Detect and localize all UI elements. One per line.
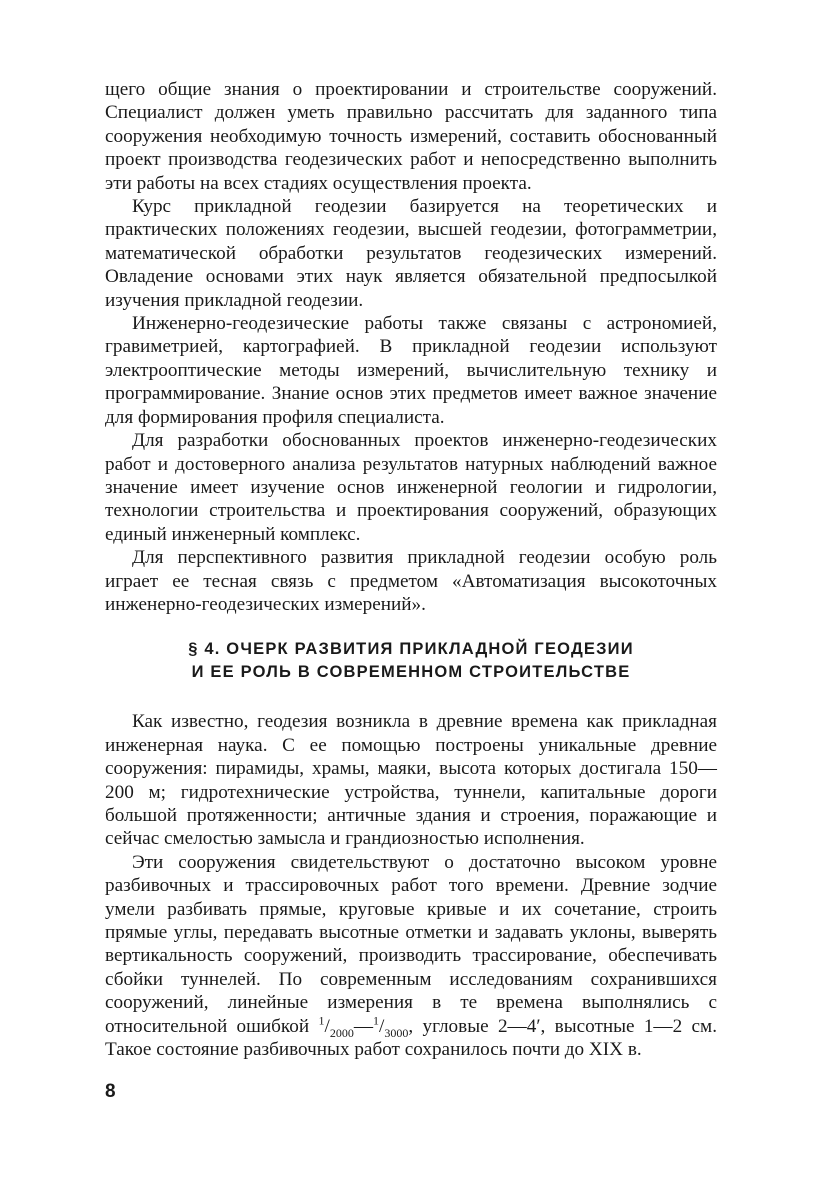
paragraph-history: Как известно, геодезия возникла в древние времена как прикладная инженерная наука. С ее помощью построены уникальные древние сооружения: пирамиды, храмы, маяки, высота которых достигала 150—200 м; гидротехнические устройства, туннели, капитальные дороги большой протяженности; античные здания и строения, поражающие и сейчас смелостью замысла и грандиозностью исполнения. bbox=[105, 711, 717, 850]
fraction-1-denominator: 2000 bbox=[329, 1025, 354, 1040]
paragraph-ancient-works: Эти сооружения свидетельствуют о достаточно высоком уровне разбивочных и трассировочных работ того времени. Древние зодчие умели разбивать прямые, круговые кривые и их сочетание, строить прямые углы, передавать высотные отметки и задавать уклоны, выверять вертикальность сооружений, производить трассирование, обеспечивать сбойки туннелей. По современным исследованиям сохранившихся сооружений, линейные измерения в те времена выполнялись с относительной ошибкой $^1/_{2000}—^1/_{3000}$, угловые 2—4′, высотные 1—2 см. Такое состояние разбивочных работ сохранилось почти до XIX в. bbox=[105, 851, 717, 1061]
paragraph-continued: щего общие знания о проектировании и строительстве сооружений. Специалист должен уметь правильно рассчитать для заданного типа сооружения необходимую точность измерений, составить обоснованный проект производства геодезических работ и непосредственно выполнить эти работы на всех стадиях осуществления проекта. bbox=[105, 79, 717, 194]
paragraph-ancient-works-text-b: , угловые 2—4′, высотные 1—2 см. Такое состояние разбивочных работ сохранилось почти до XIX в. bbox=[105, 1015, 717, 1061]
fraction-1-numerator: 1 bbox=[318, 1013, 325, 1028]
fraction-dash: — bbox=[353, 1015, 374, 1037]
paragraph-automation: Для перспективного развития прикладной геодезии особую роль играет ее тесная связь с предметом «Автоматизация высокоточных инженерно-геодезических измерений». bbox=[105, 547, 717, 615]
page-number: 8 bbox=[105, 1081, 116, 1102]
section-heading-line-2: И ЕЕ РОЛЬ В СОВРЕМЕННОМ СТРОИТЕЛЬСТВЕ bbox=[191, 663, 631, 682]
section-heading-line-1: § 4. ОЧЕРК РАЗВИТИЯ ПРИКЛАДНОЙ ГЕОДЕЗИИ bbox=[188, 640, 634, 659]
section-heading bbox=[105, 638, 717, 684]
paragraph-related-sciences: Инженерно-геодезические работы также связаны с астрономией, гравиметрией, картографией. В прикладной геодезии используют электрооптические методы измерений, вычислительную технику и программирование. Знание основ этих предметов имеет важное значение для формирования профиля специалиста. bbox=[105, 313, 717, 428]
paragraph-engineering-geology: Для разработки обоснованных проектов инженерно-геодезических работ и достоверного анализа результатов натурных наблюдений важное значение имеет изучение основ инженерной геологии и гидрологии, технологии строительства и проектирования сооружений, образующих единый инженерный комплекс. bbox=[105, 430, 717, 545]
fraction-2-numerator: 1 bbox=[373, 1013, 380, 1028]
fraction-2-denominator: 3000 bbox=[384, 1025, 409, 1040]
page-body bbox=[105, 78, 717, 1061]
paragraph-ancient-works-text-a: Эти сооружения свидетельствуют о достаточно высоком уровне разбивочных и трассировочных работ того времени. Древние зодчие умели разбивать прямые, круговые кривые и их сочетание, строить прямые углы, передавать высотные отметки и задавать уклоны, выверять вертикальность сооружений, производить трассирование, обеспечивать сбойки туннелей. По современным исследованиям сохранившихся сооружений, линейные измерения в те времена выполнялись с относительной ошибкой bbox=[105, 851, 717, 1037]
paragraph-course-basis: Курс прикладной геодезии базируется на теоретических и практических положениях геодезии, высшей геодезии, фотограмметрии, математической обработки результатов геодезических измерений. Овладение основами этих наук является обязательной предпосылкой изучения прикладной геодезии. bbox=[105, 196, 717, 311]
